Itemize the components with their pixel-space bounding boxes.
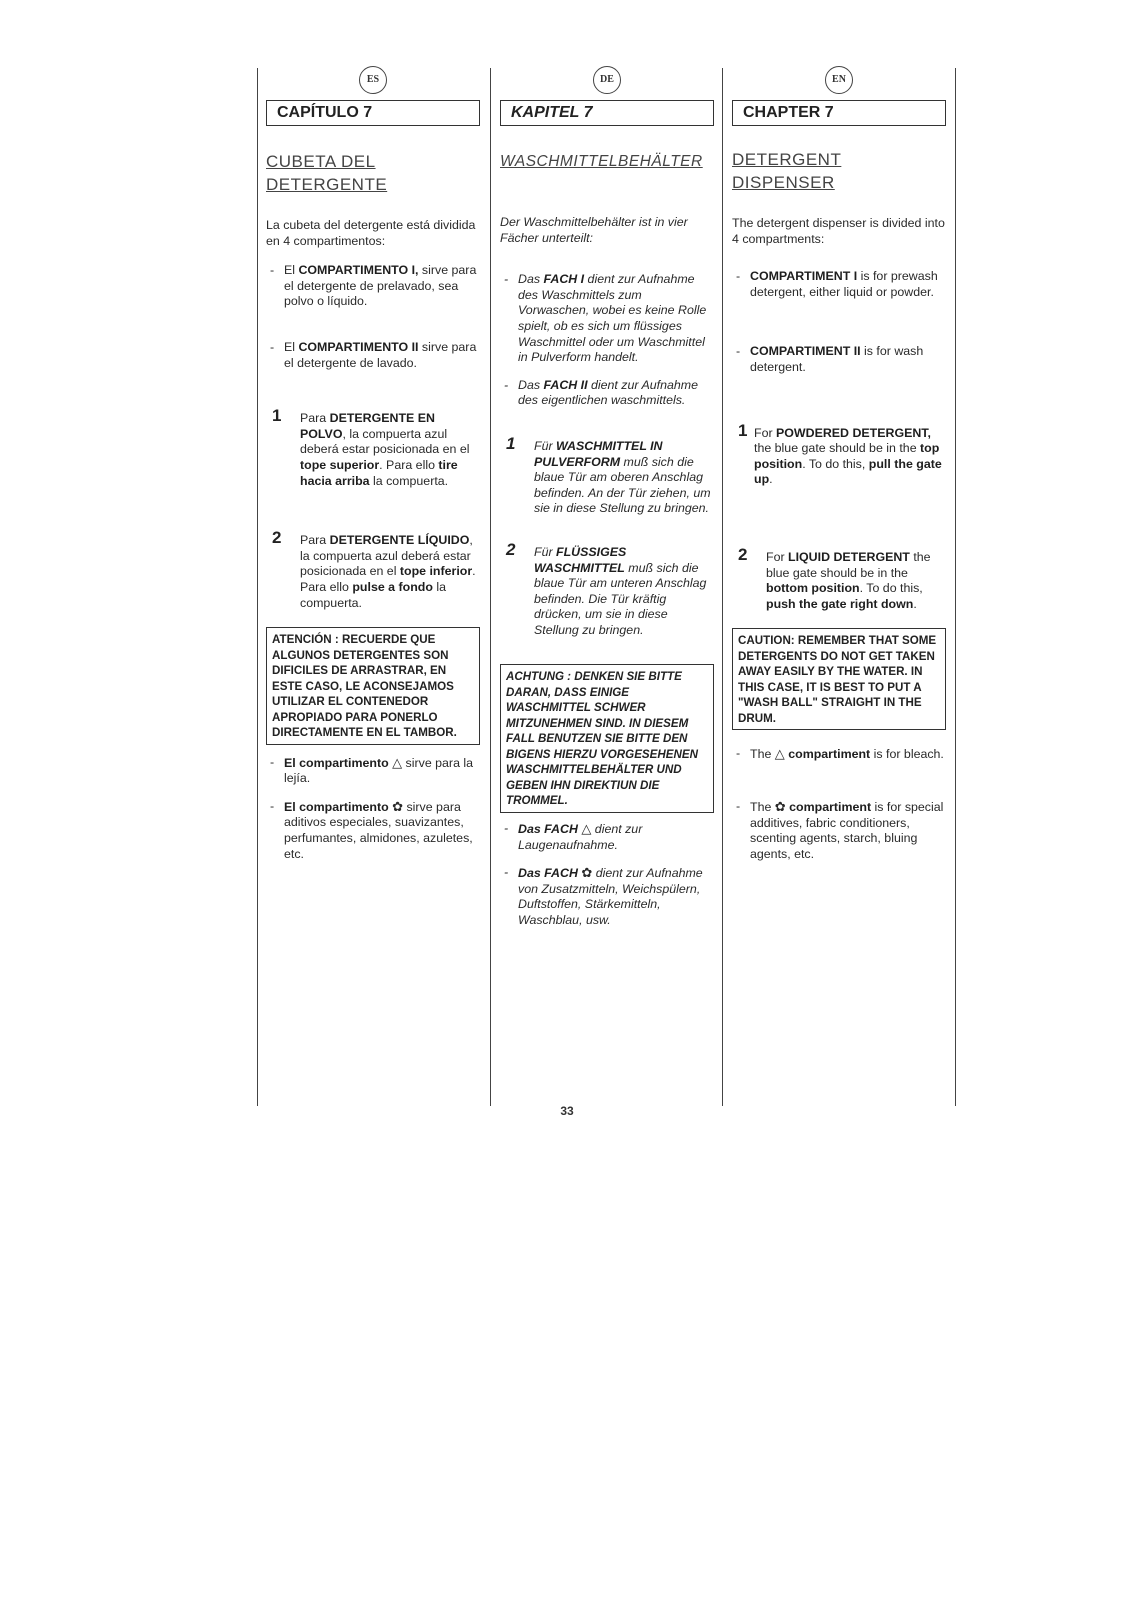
column-en [732,66,946,862]
intro-paragraph: Der Waschmittelbehälter ist in vier Fächer unterteilt: [500,215,688,245]
list-item-compartment-1: - El COMPARTIMENTO I, sirve para el detergente de prelavado, sea polvo o líquido. [270,263,477,309]
list-item-compartment-2: - El COMPARTIMENTO II sirve para el detergente de lavado. [270,339,477,370]
step-2-liquid: 2 For LIQUID DETERGENT the blue gate should be in the bottom position. To do this, push the gate right down. [738,544,931,611]
column-es [266,66,480,862]
list-item-fach-1: - Das FACH I dient zur Aufnahme des Waschmittels zum Vorwaschen, wobei es keine Rolle spielt, ob es sich um flüssiges Waschmittel oder um Waschmittel in Pulverform handelt. [504,272,707,365]
column-de [500,66,714,929]
list-item-bleach: - El compartimento △ sirve para la lejía. [270,754,474,786]
section-title: WASCHMITTELBEHÄLTER [500,153,703,170]
triangle-icon: △ [774,746,785,762]
step-1-powder: 1 For POWDERED DETERGENT, the blue gate should be in the top position. To do this, pull the gate up. [738,420,942,487]
list-item-compartment-1: - COMPARTIMENT I is for prewash detergent, either liquid or powder. [736,269,938,299]
step-1-powder: 1 Für WASCHMITTEL IN PULVERFORM muß sich die blaue Tür am oberen Anschlag befinden. An der Tür ziehen, um sie in diese Stellung zu bringen. [506,433,711,516]
step-2-liquid: 2 Para DETERGENTE LÍQUIDO, la compuerta azul deberá estar posicionada en el tope inferior. Para ello pulse a fondo la compuerta. [272,528,476,610]
list-item-additives: - Das FACH ✿ dient zur Aufnahme von Zusatzmitteln, Weichspülern, Duftstoffen, Stärkemitteln, Waschblau, usw. [504,865,703,927]
chapter-heading: CHAPTER 7 [732,100,946,126]
list-item-additives: - El compartimento ✿ sirve para aditivos especiales, suavizantes, perfumantes, almidones, azuletes, etc. [270,798,473,861]
list-item-additives: - The ✿ compartiment is for special additives, fabric conditioners, scenting agents, starch, bluing agents, etc. [736,798,944,861]
chapter-heading: CAPÍTULO 7 [266,100,480,126]
section-title: DETERGENT DISPENSER [732,150,842,192]
chapter-heading: KAPITEL 7 [500,100,714,126]
column-rule-mid2 [722,68,723,1106]
step-1-powder: 1 Para DETERGENTE EN POLVO, la compuerta azul deberá estar posicionada en el tope superior. Para ello tire hacia arriba la compuerta. [272,406,470,488]
step-2-liquid: 2 Für FLÜSSIGES WASCHMITTEL muß sich die blaue Tür am unteren Anschlag befinden. Die Tür kräftig drücken, um sie in diese Stellung zu bringen. [506,539,707,637]
intro-paragraph: The detergent dispenser is divided into 4 compartments: [732,216,945,246]
triangle-icon: △ [581,820,592,836]
intro-paragraph: La cubeta del detergente está dividida en 4 compartimentos: [266,218,476,248]
flower-icon: ✿ [581,865,593,881]
page-number: 33 [560,1104,574,1118]
language-badge-de: DE [593,66,621,94]
language-badge-en: EN [825,66,853,94]
flower-icon: ✿ [774,798,786,814]
warning-box: ACHTUNG : DENKEN SIE BITTE DARAN, DASS EINIGE WASCHMITTEL SCHWER MITZUNEHMEN SIND. IN DIESEM FALL BENUTZEN SIE BITTE DEN BIGENS HIERZU VORGESEHENEN WASCHMITTELBEHÄLTER UND GEBEN IHN DIREKTIUN DIE TROMMEL. [500,664,714,813]
language-badge-es: ES [359,66,387,94]
list-item-bleach: - The △ compartiment is for bleach. [736,746,944,762]
list-item-fach-2: - Das FACH II dient zur Aufnahme des eigentlichen waschmittels. [504,377,698,408]
list-item-compartment-2: - COMPARTIMENT II is for wash detergent. [736,344,924,374]
list-item-bleach: - Das FACH △ dient zur Laugenaufnahme. [504,820,643,852]
column-rule-left [257,68,258,1106]
warning-box: ATENCIÓN : RECUERDE QUE ALGUNOS DETERGENTES SON DIFICILES DE ARRASTRAR, EN ESTE CASO, LE ACONSEJAMOS UTILIZAR EL CONTENEDOR APROPIADO PARA PONERLO DIRECTAMENTE EN EL TAMBOR. [266,627,480,745]
triangle-icon: △ [392,754,403,770]
column-rule-mid1 [490,68,491,1106]
section-title: CUBETA DEL DETERGENTE [266,152,388,194]
warning-box: CAUTION: REMEMBER THAT SOME DETERGENTS DO NOT GET TAKEN AWAY EASILY BY THE WATER. IN THIS CASE, IT IS BEST TO PUT A "WASH BALL" STRAIGHT IN THE DRUM. [732,628,946,730]
flower-icon: ✿ [392,798,404,814]
column-rule-right [955,68,956,1106]
